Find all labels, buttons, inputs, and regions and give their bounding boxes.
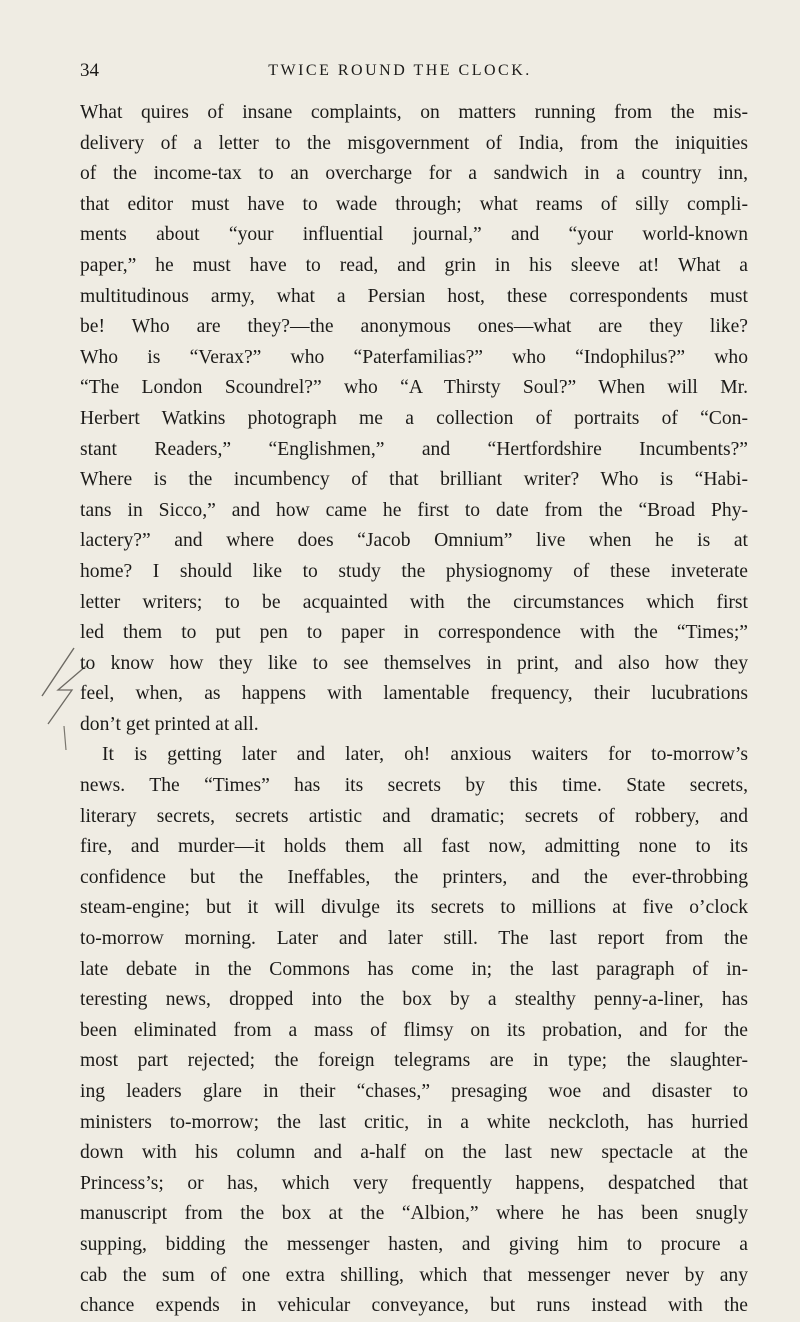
text-line: news. The “Times” has its secrets by this time. State secrets, [80,775,748,797]
text-line: confidence but the Ineffables, the printers, and the ever-throbbing [80,866,748,888]
text-line: It is getting later and later, oh! anxious waiters for to-morrow’s [102,744,748,766]
text-line: been eliminated from a mass of flimsy on its probation, and for the [80,1019,748,1041]
text-line: ministers to-morrow; the last critic, in a white neckcloth, has hurried [80,1111,748,1133]
page-number: 34 [80,60,99,81]
text-line: Herbert Watkins photograph me a collection of portraits of “Con- [80,407,748,429]
text-line: supping, bidding the messenger hasten, and giving him to procure a [80,1233,748,1255]
text-line: multitudinous army, what a Persian host, these correspondents must [80,285,748,307]
text-line: that editor must have to wade through; what reams of silly compli- [80,193,748,215]
text-line: Where is the incumbency of that brilliant writer? Who is “Habi- [80,469,748,491]
text-line: chance expends in vehicular conveyance, but runs instead with the [80,1295,748,1317]
text-line: teresting news, dropped into the box by a stealthy penny-a-liner, has [80,989,748,1011]
text-line: delivery of a letter to the misgovernment of India, from the iniquities [80,132,748,154]
running-title: TWICE ROUND THE CLOCK. [268,62,532,79]
text-line: fire, and murder—it holds them all fast now, admitting none to its [80,836,748,858]
text-line: home? I should like to study the physiognomy of these inveterate [80,560,748,582]
text-line: of the income-tax to an overcharge for a sandwich in a country inn, [80,163,748,185]
body-text [80,98,748,1322]
text-line: paper,” he must have to read, and grin in his sleeve at! What a [80,254,748,276]
text-line: most part rejected; the foreign telegrams are in type; the slaughter- [80,1050,748,1072]
text-line: don’t get printed at all. [80,713,259,735]
text-line: steam-engine; but it will divulge its secrets to millions at five o’clock [80,897,748,919]
text-line: Who is “Verax?” who “Paterfamilias?” who “Indophilus?” who [80,346,748,368]
text-line: feel, when, as happens with lamentable frequency, their lucubrations [80,683,748,705]
text-line: ing leaders glare in their “chases,” presaging woe and disaster to [80,1081,748,1102]
text-line: stant Readers,” “Englishmen,” and “Hertfordshire Incumbents?” [80,438,748,460]
text-line: led them to put pen to paper in correspondence with the “Times;” [80,622,748,644]
text-line: tans in Sicco,” and how came he first to date from the “Broad Phy- [80,499,748,521]
text-line: to know how they like to see themselves in print, and also how they [80,652,748,674]
text-line: Princess’s; or has, which very frequently happens, despatched that [80,1172,748,1194]
text-line: be! Who are they?—the anonymous ones—what are they like? [80,316,748,338]
text-line: ments about “your influential journal,” and “your world-known [80,224,748,246]
text-line: to-morrow morning. Later and later still. The last report from the [80,928,748,950]
text-line: lactery?” and where does “Jacob Omnium” live when he is at [80,530,748,552]
text-line: literary secrets, secrets artistic and dramatic; secrets of robbery, and [80,805,748,827]
text-line: cab the sum of one extra shilling, which that messenger never by any [80,1264,748,1286]
text-line: letter writers; to be acquainted with the circumstances which first [80,591,748,613]
text-line: late debate in the Commons has come in; the last paragraph of in- [80,958,748,980]
text-line: What quires of insane complaints, on matters running from the mis- [80,102,748,123]
text-line: down with his column and a-half on the last new spectacle at the [80,1142,748,1164]
text-line: “The London Scoundrel?” who “A Thirsty Soul?” When will Mr. [80,377,748,399]
text-line: manuscript from the box at the “Albion,” where he has been snugly [80,1203,748,1225]
